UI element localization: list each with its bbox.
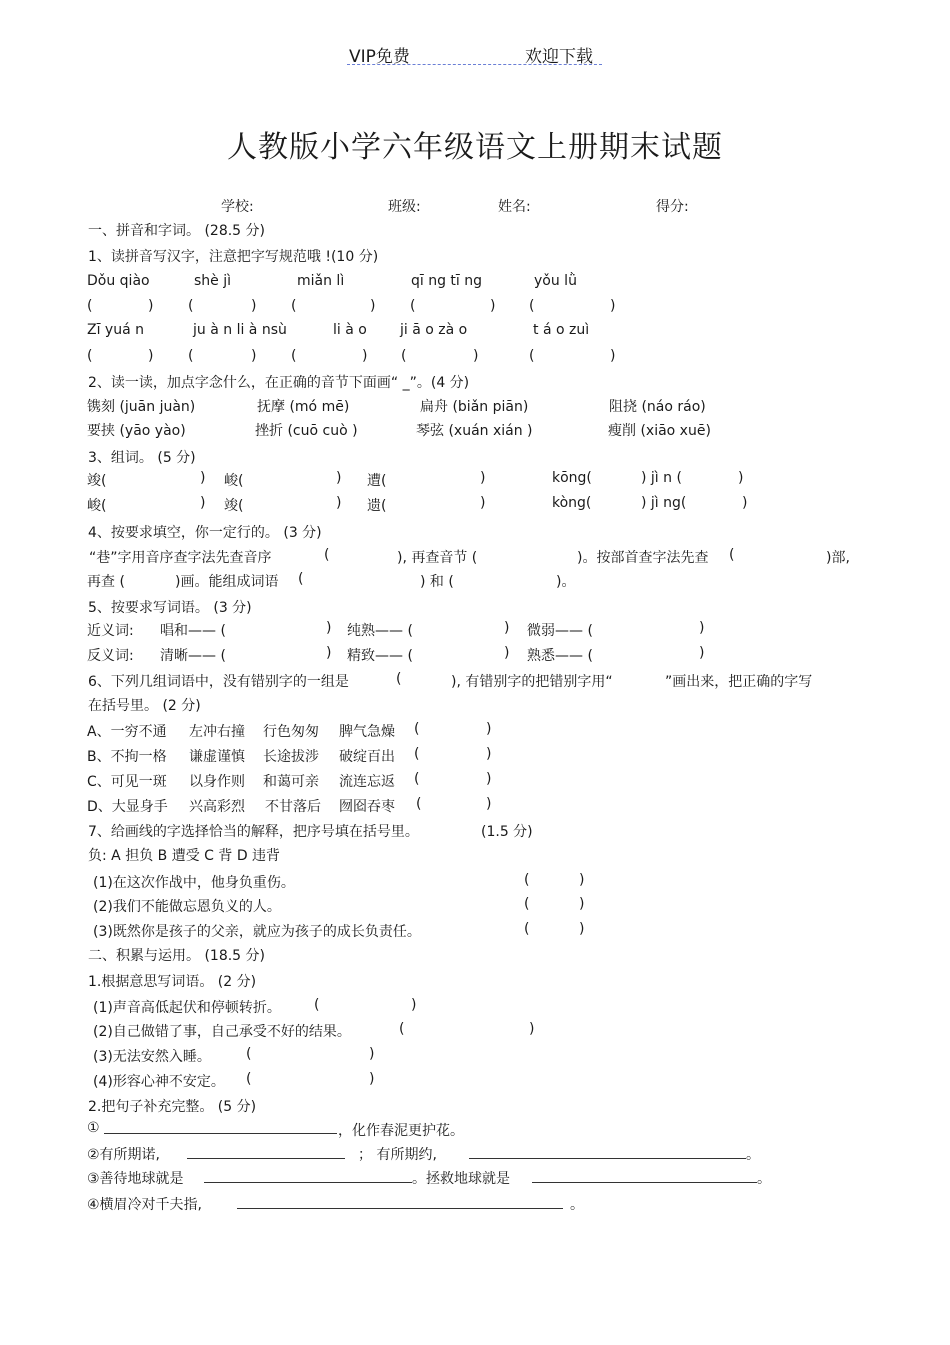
q4-text: 再查 (: [87, 574, 125, 590]
q4-text: )部,: [826, 550, 850, 566]
q5-item: 微弱—— (: [527, 623, 593, 639]
pinyin-item: t á o zuì: [533, 322, 590, 338]
answer-paren-close: ): [473, 348, 479, 364]
sentence-text: 。: [757, 1171, 771, 1187]
answer-paren-open: (: [414, 746, 420, 762]
q3-item: 竣(: [87, 473, 107, 489]
fill-blank: [532, 1182, 757, 1183]
answer-paren-close: ): [486, 721, 492, 737]
word-pinyin-choice: 瘦削 (xiāo xuē): [608, 423, 711, 439]
answer-paren-close: ): [579, 921, 585, 937]
fill-blank: [104, 1133, 337, 1134]
answer-paren-close: ): [251, 298, 257, 314]
fill-blank: [204, 1182, 412, 1183]
answer-paren-open: (: [87, 348, 93, 364]
q6-option: 破绽百出: [339, 749, 395, 765]
answer-paren-open: (: [399, 1021, 405, 1037]
answer-paren-close: ): [369, 1071, 375, 1087]
answer-paren-close: ): [486, 796, 492, 812]
answer-paren-close: ): [370, 298, 376, 314]
q3-item: ): [336, 495, 342, 511]
answer-paren-open: (: [416, 796, 422, 812]
answer-paren-open: (: [529, 348, 535, 364]
score-label: 得分:: [656, 199, 689, 215]
pinyin-item: yǒu lǜ: [534, 273, 577, 289]
class-label: 班级:: [388, 199, 421, 215]
q7-item: (1)在这次作战中，他身负重伤。: [93, 875, 295, 891]
q5-item: ): [699, 620, 705, 636]
q4-title: 4、按要求填空，你一定行的。 (3 分): [88, 525, 322, 541]
sentence-text: 。拯救地球就是: [412, 1171, 510, 1187]
s2-q2-title: 2.把句子补充完整。 (5 分): [88, 1099, 257, 1115]
answer-paren-open: (: [314, 997, 320, 1013]
answer-paren-close: ): [490, 298, 496, 314]
pinyin-item: ji ā o zà o: [400, 322, 468, 338]
q6-option: 不甘落后: [265, 799, 321, 815]
q3-item: ): [200, 470, 206, 486]
word-pinyin-choice: 阻挠 (náo ráo): [609, 399, 706, 415]
q5-item: 近义词:: [87, 623, 134, 639]
s2-q1-item: (3)无法安然入睡。: [93, 1049, 211, 1065]
answer-paren-open: (: [524, 896, 530, 912]
q6-text: (: [396, 671, 402, 687]
q3-item: 竣(: [224, 498, 244, 514]
answer-paren-open: (: [414, 721, 420, 737]
header-vip-label: VIP免费: [349, 47, 410, 67]
pinyin-item: li à o: [333, 322, 367, 338]
q3-item: ): [200, 495, 206, 511]
answer-paren-open: (: [246, 1071, 252, 1087]
q3-item: ): [480, 470, 486, 486]
q3-item: ): [742, 495, 748, 511]
q3-item: 峻(: [87, 498, 107, 514]
answer-paren-close: ): [251, 348, 257, 364]
q5-item: 唱和—— (: [160, 623, 226, 639]
q5-item: 纯熟—— (: [347, 623, 413, 639]
sentence-number: ①: [87, 1120, 100, 1136]
q5-item: 反义词:: [87, 648, 134, 664]
q6-text: ), 有错别字的把错别字用“: [451, 674, 613, 690]
answer-paren-close: ): [369, 1046, 375, 1062]
q3-item: kōng(: [552, 470, 592, 486]
word-pinyin-choice: 扁舟 (biǎn piān): [420, 399, 529, 415]
q5-item: ): [699, 645, 705, 661]
pinyin-item: Zī yuá n: [87, 322, 144, 338]
pinyin-item: Dǒu qiào: [87, 273, 150, 289]
q5-item: ): [326, 620, 332, 636]
q5-item: 熟悉—— (: [527, 648, 593, 664]
answer-paren-close: ): [529, 1021, 535, 1037]
q5-item: ): [326, 645, 332, 661]
q6-text: ”画出来，把正确的字写: [665, 674, 813, 690]
q3-item: ): [336, 470, 342, 486]
answer-paren-close: ): [362, 348, 368, 364]
answer-paren-open: (: [188, 298, 194, 314]
q3-item: 遭(: [367, 473, 387, 489]
answer-paren-open: (: [524, 921, 530, 937]
q5-title: 5、按要求写词语。 (3 分): [88, 600, 252, 616]
q4-text: ), 再查音节 (: [397, 550, 478, 566]
q6-option: 脾气急燥: [339, 724, 395, 740]
q6-option: B、不拘一格: [87, 749, 167, 765]
sentence-text: 。: [570, 1197, 584, 1213]
q6-option: 以身作则: [189, 774, 245, 790]
pinyin-item: qī ng tī ng: [411, 273, 483, 289]
fill-blank: [237, 1208, 563, 1209]
q3-item: ): [480, 495, 486, 511]
answer-paren-open: (: [414, 771, 420, 787]
q3-item: kòng(: [552, 495, 592, 511]
word-pinyin-choice: 抚摩 (mó mē): [257, 399, 350, 415]
q5-item: ): [504, 620, 510, 636]
q6-option: 囫囵吞枣: [339, 799, 395, 815]
pinyin-item: miǎn lì: [297, 273, 345, 289]
word-pinyin-choice: 琴弦 (xuán xián ): [416, 423, 533, 439]
answer-paren-open: (: [401, 348, 407, 364]
q2-title: 2、读一读，加点字念什么，在正确的音节下面画“ _”。(4 分): [88, 375, 470, 391]
q3-title: 3、组词。 (5 分): [88, 450, 196, 466]
q4-text: )。: [556, 574, 576, 590]
section1-heading: 一、拼音和字词。 (28.5 分): [88, 223, 265, 239]
sentence-text: ④横眉冷对千夫指,: [87, 1197, 203, 1213]
answer-paren-close: ): [579, 896, 585, 912]
answer-paren-close: ): [610, 298, 616, 314]
sentence-text: ②有所期诺,: [87, 1147, 161, 1163]
q4-text: (: [298, 571, 304, 587]
q6-option: 兴高彩烈: [189, 799, 245, 815]
q1-title: 1、读拼音写汉字，注意把字写规范哦 !(10 分): [88, 249, 379, 265]
school-label: 学校:: [221, 199, 254, 215]
s2-q1-item: (1)声音高低起伏和停顿转折。: [93, 1000, 281, 1016]
q3-item: 遗(: [367, 498, 387, 514]
word-pinyin-choice: 要挟 (yāo yào): [87, 423, 186, 439]
q5-item: 精致—— (: [347, 648, 413, 664]
s2-q1-title: 1.根据意思写词语。 (2 分): [88, 974, 257, 990]
q7-item: (2)我们不能做忘恩负义的人。: [93, 899, 281, 915]
pinyin-item: shè jì: [194, 273, 232, 289]
answer-paren-open: (: [524, 872, 530, 888]
sentence-text: ③善待地球就是: [87, 1171, 184, 1187]
word-pinyin-choice: 挫折 (cuō cuò ): [255, 423, 358, 439]
answer-paren-close: ): [486, 771, 492, 787]
q4-text: (: [729, 547, 735, 563]
answer-paren-open: (: [246, 1046, 252, 1062]
fill-blank: [187, 1158, 345, 1159]
q3-item: ): [738, 470, 744, 486]
answer-paren-open: (: [291, 348, 297, 364]
sentence-text: ，化作春泥更护花。: [338, 1123, 464, 1139]
q4-text: )。按部首查字法先查: [577, 550, 709, 566]
q3-item: ) jì n (: [641, 470, 682, 486]
answer-paren-open: (: [291, 298, 297, 314]
q4-text: )画。能组成词语: [175, 574, 279, 590]
q7-title: 7、给画线的字选择恰当的解释，把序号填在括号里。: [88, 824, 419, 840]
q3-item: 峻(: [224, 473, 244, 489]
answer-paren-open: (: [87, 298, 93, 314]
q4-text: (: [324, 547, 330, 563]
page-title: 人教版小学六年级语文上册期末试题: [227, 130, 723, 165]
q6-option: 和蔼可亲: [263, 774, 319, 790]
q6-text: 在括号里。 (2 分): [88, 698, 201, 714]
answer-paren-close: ): [411, 997, 417, 1013]
q6-text: 6、下列几组词语中，没有错别字的一组是: [88, 674, 349, 690]
q6-option: 谦虚谨慎: [189, 749, 245, 765]
answer-paren-close: ): [610, 348, 616, 364]
q6-option: D、大显身手: [87, 799, 168, 815]
answer-paren-close: ): [148, 298, 154, 314]
q4-text: ) 和 (: [420, 574, 454, 590]
q7-definitions: 负: A 担负 B 遭受 C 背 D 违背: [88, 848, 281, 864]
sentence-text: ； 有所期约,: [358, 1147, 437, 1163]
s2-q1-item: (4)形容心神不安定。: [93, 1074, 225, 1090]
answer-paren-close: ): [579, 872, 585, 888]
answer-paren-close: ): [486, 746, 492, 762]
header-download-label: 欢迎下载: [525, 47, 593, 67]
q6-option: C、可见一斑: [87, 774, 167, 790]
fill-blank: [469, 1158, 746, 1159]
pinyin-item: ju à n li à nsù: [193, 322, 287, 338]
q4-text: “巷”字用音序查字法先查音序: [89, 550, 272, 566]
header-divider: [347, 64, 602, 65]
answer-paren-close: ): [148, 348, 154, 364]
sentence-text: 。: [746, 1147, 760, 1163]
q6-option: 流连忘返: [339, 774, 395, 790]
q7-score: (1.5 分): [481, 824, 533, 840]
q5-item: 清晰—— (: [160, 648, 226, 664]
section2-heading: 二、积累与运用。 (18.5 分): [88, 948, 265, 964]
s2-q1-item: (2)自己做错了事，自己承受不好的结果。: [93, 1024, 351, 1040]
q5-item: ): [504, 645, 510, 661]
word-pinyin-choice: 镌刻 (juān juàn): [87, 399, 196, 415]
answer-paren-open: (: [410, 298, 416, 314]
q3-item: ) jì ng(: [641, 495, 687, 511]
answer-paren-open: (: [529, 298, 535, 314]
name-label: 姓名:: [498, 199, 531, 215]
q6-option: 左冲右撞: [189, 724, 245, 740]
answer-paren-open: (: [188, 348, 194, 364]
q6-option: 行色匆匆: [263, 724, 319, 740]
q7-item: (3)既然你是孩子的父亲，就应为孩子的成长负责任。: [93, 924, 421, 940]
q6-option: 长途拔涉: [263, 749, 319, 765]
q6-option: A、一穷不通: [87, 724, 167, 740]
